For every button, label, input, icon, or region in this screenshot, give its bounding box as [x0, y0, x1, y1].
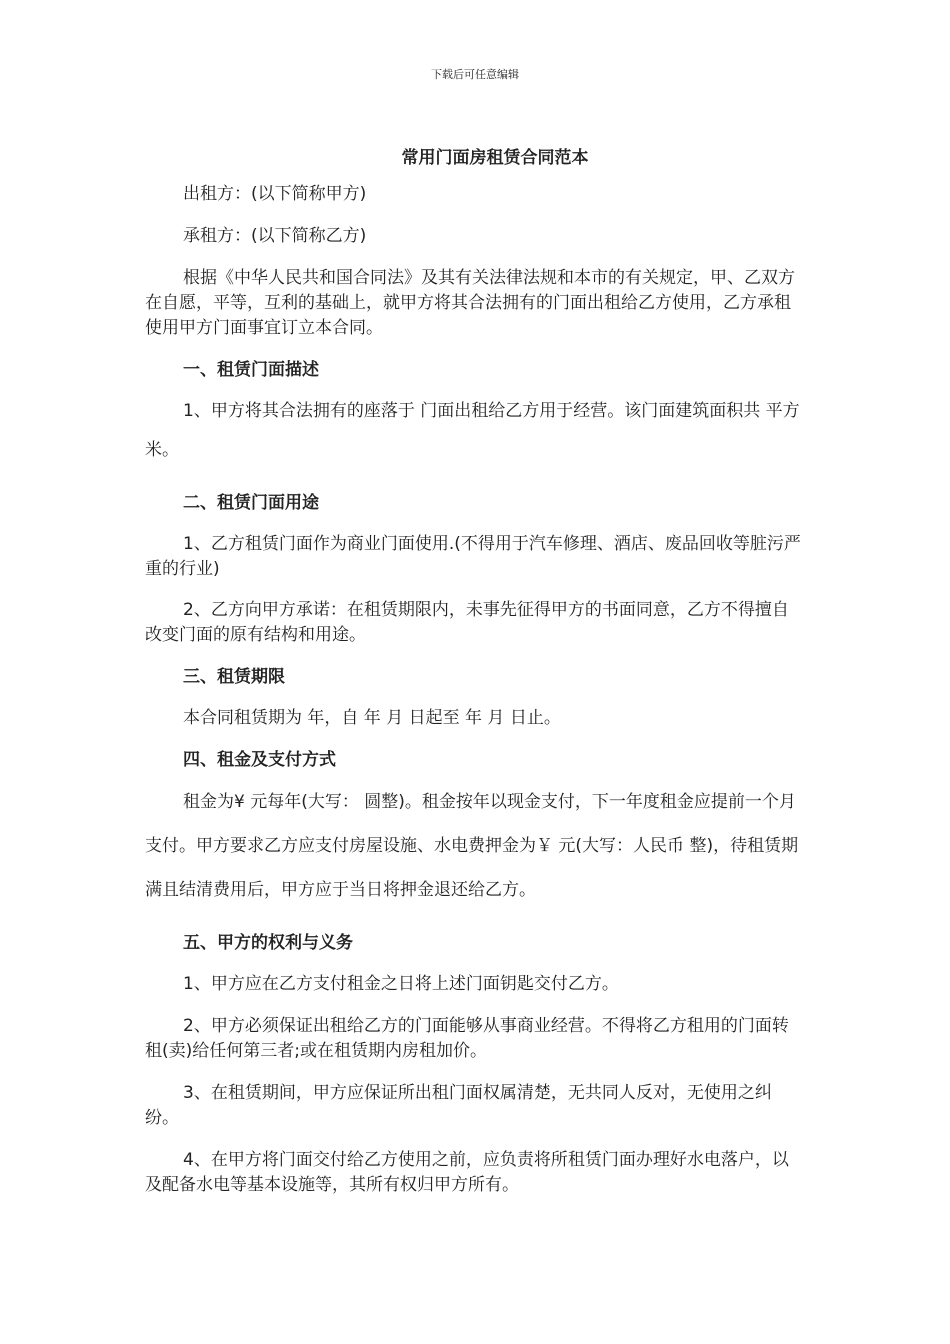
section-2-item-1: 1、乙方租赁门面作为商业门面使用.(不得用于汽车修理、酒店、废品回收等脏污严重的行业): [145, 534, 801, 579]
section-5-item-4: 4、在甲方将门面交付给乙方使用之前，应负责将所租赁门面办理好水电落户，以及配备水电等基本设施等，其所有权归甲方所有。: [145, 1150, 789, 1195]
preamble-paragraph: 根据《中华人民共和国合同法》及其有关法律法规和本市的有关规定，甲、乙双方在自愿，平等，互利的基础上，就甲方将其合法拥有的门面出租给乙方使用，乙方承租使用甲方门面事宜订立本合同。: [145, 268, 795, 338]
section-5-heading: 五、甲方的权利与义务: [183, 933, 353, 953]
section-1-item-1: 1、甲方将其合法拥有的座落于 门面出租给乙方用于经营。该门面建筑面积共 平方米。: [145, 401, 800, 460]
section-3-item-1: 本合同租赁期为 年，自 年 月 日起至 年 月 日止。: [183, 708, 561, 728]
section-4-item-1: 租金为¥ 元每年(大写： 圆整)。租金按年以现金支付，下一年度租金应提前一个月支付。甲方要求乙方应支付房屋设施、水电费押金为￥ 元(大写：人民币 整)，待租赁期满且结清费用后，甲方应于当日将押金退还给乙方。: [145, 792, 799, 900]
header-note: 下载后可任意编辑: [431, 68, 519, 81]
section-2-item-2: 2、乙方向甲方承诺：在租赁期限内，未事先征得甲方的书面同意，乙方不得擅自改变门面的原有结构和用途。: [145, 600, 789, 645]
lessor-line: 出租方：(以下简称甲方): [183, 184, 367, 204]
document-title: 常用门面房租赁合同范本: [401, 148, 589, 168]
section-1-heading: 一、租赁门面描述: [183, 360, 319, 380]
section-5-item-1: 1、甲方应在乙方支付租金之日将上述门面钥匙交付乙方。: [183, 974, 619, 994]
section-4-heading: 四、租金及支付方式: [183, 750, 336, 770]
lessee-line: 承租方：(以下简称乙方): [183, 226, 367, 246]
section-5-item-2: 2、甲方必须保证出租给乙方的门面能够从事商业经营。不得将乙方租用的门面转租(卖)给任何第三者;或在租赁期内房租加价。: [145, 1016, 789, 1061]
section-5-item-3: 3、在租赁期间，甲方应保证所出租门面权属清楚，无共同人反对，无使用之纠纷。: [145, 1083, 772, 1128]
section-2-heading: 二、租赁门面用途: [183, 493, 319, 513]
section-3-heading: 三、租赁期限: [183, 667, 285, 687]
